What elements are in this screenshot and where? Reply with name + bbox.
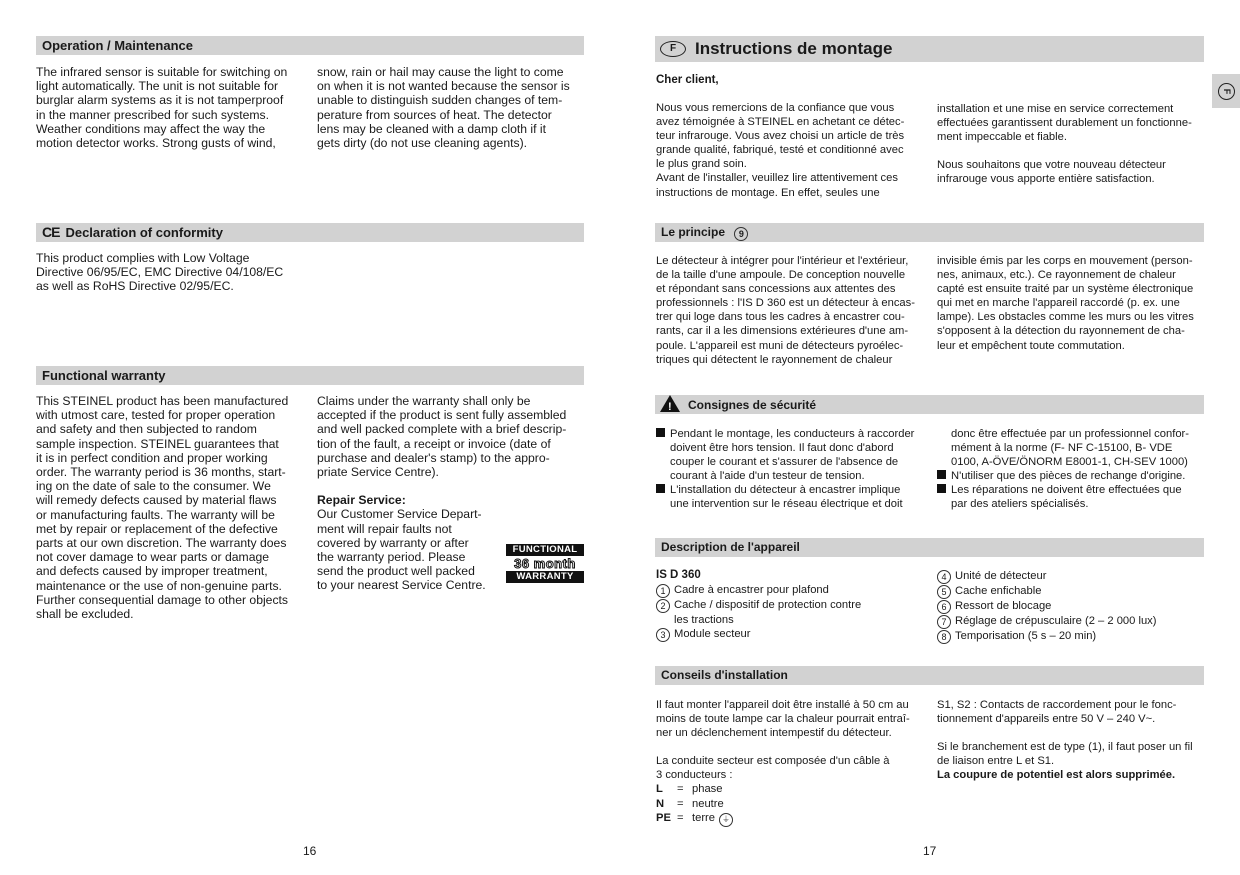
principe-col2: invisible émis par les corps en mouvement (person- nes, animaux, etc.). Ce rayonnement de chaleur capté est ensuite traité par un système électronique qui met en marche l'appareil raccordé (p. ex. une lampe). Les obstacles comme les murs ou les vitres s'opposent à la détection du rayonnement de cha- leur et empêchent toute commutation. [937, 255, 1194, 352]
warranty-header: Functional warranty [36, 366, 584, 385]
operation-header: Operation / Maintenance [36, 36, 584, 55]
conseils-header: Conseils d'installation [655, 666, 1204, 685]
instructions-header [655, 36, 1204, 62]
description-items-right: 4 Unité de détecteur 5 Cache enfichable 6 Ressort de blocage 7 Réglage de crépusculaire (2 – 2 000 lux) 8 Temporisation (5 s – 20 min) [937, 569, 1207, 644]
model-name: IS D 360 [656, 569, 701, 581]
item-number-icon: 3 [656, 628, 670, 642]
intro-col2: installation et une mise en service correctement effectuées garantissent durablement un fonctionne- ment impeccable et fiable. Nous souhaitons que votre nouveau détecteur infrarouge vous apporte entière satisfaction. [937, 103, 1192, 186]
ce-mark-icon: CE [42, 224, 60, 240]
figure-ref-icon: 9 [734, 227, 748, 241]
intro-col1: Nous vous remercions de la confiance que vous avez témoignée à STEINEL en achetant ce détec- teur infrarouge. Vous avez choisi un article de très grande qualité, fabriqué, testé et conditionné avec le plus grand soin. Avant de l'installer, veuillez lire attentivement ces instructions de montage. En effet, seules une [656, 102, 905, 199]
warranty-col1: This STEINEL product has been manufactured with utmost care, tested for proper operation and safety and then subjected to random sample inspection. STEINEL guarantees that it is in perfect condition and proper working order. The warranty period is 36 months, start- ing on the date of sale to the consumer. We will remedy defects caused by material flaws or manufacturing faults. The warranty will be met by repair or replacement of the defective parts at our own discretion. The warranty does not cover damage to wear parts or damage and defects caused by improper treatment, maintenance or the use of non-genuine parts. Further consequential damage to other objects shall be excluded. [36, 394, 289, 622]
bullet-icon [937, 484, 946, 493]
page-number-right: 17 [923, 844, 937, 858]
securite-col2: donc être effectuée par un professionnel confor- mément à la norme (F- NF C-15100, B- VDE 0100, A-ÖVE/ÖNORM E8001-1, CH-SEV 1000) N'utiliser que des pièces de rechange d'origine. Les réparations ne doivent être effectuées que par des ateliers spécialisés. [937, 427, 1212, 512]
warning-icon [660, 395, 680, 412]
item-number-icon: 5 [937, 585, 951, 599]
item-number-icon: 8 [937, 630, 951, 644]
ground-symbol-icon: ⏚ [719, 813, 733, 827]
conformity-header: CE Declaration of conformity [36, 223, 584, 242]
conformity-body: This product complies with Low Voltage Directive 06/95/EC, EMC Directive 04/108/EC as well as RoHS Directive 02/95/EC. [36, 251, 284, 294]
operation-col2: snow, rain or hail may cause the light to come on when it is not wanted because the sensor is unable to distinguish sudden changes of tem- perature from sources of heat. The detector lens may be cleaned with a damp cloth if it gets dirty (do not use cleaning agents). [317, 65, 570, 151]
operation-col1: The infrared sensor is suitable for switching on light automatically. The unit is not suitable for burglar alarm systems as it is not tamperproof in the manner prescribed for such systems. Weather conditions may affect the way the motion detector works. Strong gusts of wind, [36, 65, 288, 151]
page-title: Instructions de montage [695, 39, 893, 58]
side-tab-country-icon: F [1218, 83, 1235, 100]
side-tab [1212, 74, 1240, 108]
item-number-icon: 1 [656, 584, 670, 598]
warranty-col2: Claims under the warranty shall only be accepted if the product is sent fully assembled and well packed complete with a brief descrip- tion of the fault, a receipt or invoice (date of purchase and dealer's stamp) to the appro- priate Service Centre). Repair Service: Our Customer Service Depart- ment will repair faults not covered by warranty or after the warranty period. Please send the product well packed to your nearest Service Centre. [317, 394, 592, 593]
warranty-badge: FUNCTIONAL 36 month WARRANTY [506, 544, 584, 583]
repair-service-title: Repair Service: [317, 493, 406, 508]
bullet-icon [937, 470, 946, 479]
item-number-icon: 6 [937, 600, 951, 614]
country-code-badge: F [660, 41, 686, 57]
bullet-icon [656, 428, 665, 437]
conseils-col1: Il faut monter l'appareil doit être installé à 50 cm au moins de toute lampe car la chaleur pourrait entraî- ner un déclenchement intempestif du détecteur. La conduite secteur est composée d'un câble à 3 conducteurs : L = phase N = neutre PE = terre ⏚ [656, 698, 936, 827]
principe-header: Le principe 9 [655, 223, 1204, 242]
page-number-left: 16 [303, 844, 317, 858]
securite-header: !Consignes de sécurité [655, 395, 1204, 414]
principe-col1: Le détecteur à intégrer pour l'intérieur et l'extérieur, de la taille d'une ampoule. De conception nouvelle et répondant sans concessions aux attentes des professionnels : l'IS D 360 est un détecteur à encas- trer qui loge dans tous les cadres à encastrer cou- rants, car il a les dimensions extérieures d'une am- poule. L'appareil est muni de détecteurs pyroélec- triques qui détectent le rayonnement de chaleur [656, 255, 915, 366]
bullet-icon [656, 484, 665, 493]
description-items-left: 1 Cadre à encastrer pour plafond 2 Cache / dispositif de protection contre les tractions 3 Module secteur [656, 583, 931, 642]
conseils-col2: S1, S2 : Contacts de raccordement pour le fonc- tionnement d'appareils entre 50 V – 240 V~. Si le branchement est de type (1), il faut poser un fil de liaison entre L et S1. La coupure de potentiel est alors supprimée. [937, 699, 1193, 782]
item-number-icon: 2 [656, 599, 670, 613]
greeting: Cher client, [656, 74, 719, 86]
item-number-icon: 4 [937, 570, 951, 584]
securite-col1: Pendant le montage, les conducteurs à raccorder doivent être hors tension. Il faut donc d'abord couper le courant et s'assurer de l'absence de courant à l'aide d'un testeur de tension. L'installation du détecteur à encastrer implique une intervention sur le réseau électrique et doit [656, 427, 936, 512]
item-number-icon: 7 [937, 615, 951, 629]
description-header: Description de l'appareil [655, 538, 1204, 557]
